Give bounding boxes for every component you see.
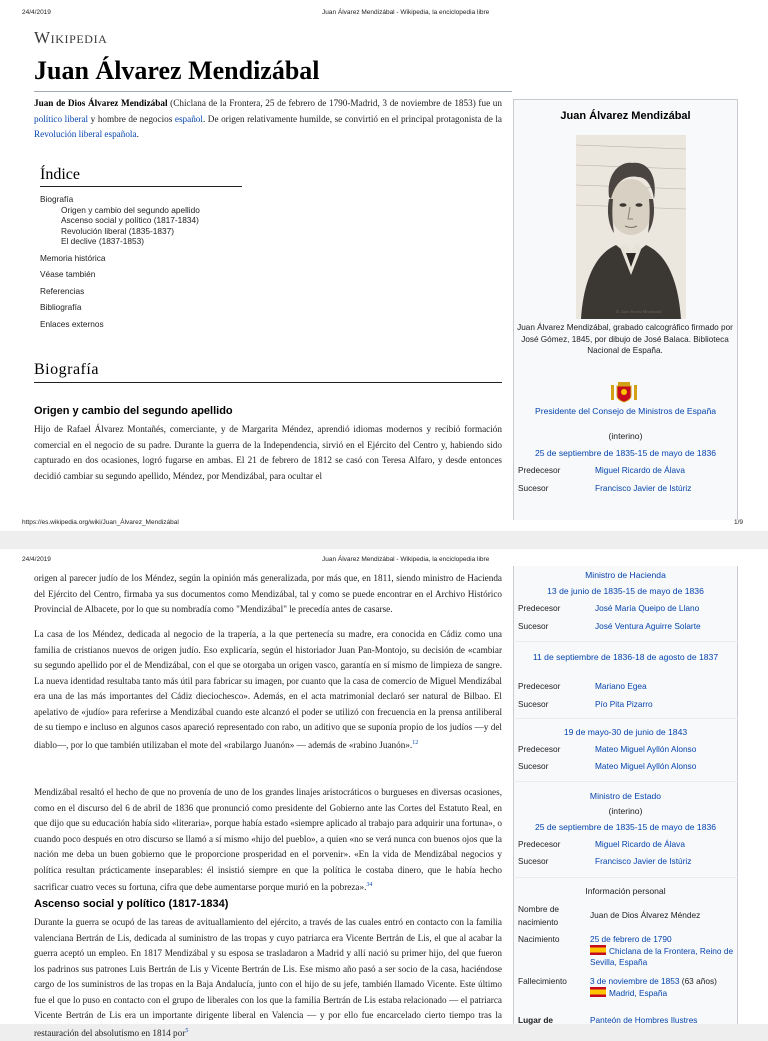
header-date: 24/4/2019 [22,556,51,563]
paragraph-origen-humilde: Mendizábal resaltó el hecho de que no provenía de uno de los grandes linajes aristocráticos o burgueses en diversas ocasiones, como en el discurso del 6 de abril de 1836 que pronunció como presidente del Gobierno ante las Cortes del Estatuto Real, en que dijo que su educación había sido «literaria», porque había estado «siempre aplicado al trabajo para adquirir una fortuna», o cuando poco después en otro discurso se llamó a sí mismo «hijo del pueblo», a quien «no se verá nunca con buenos ojos que la nación me deba un buen gobierno que le proporcione prosperidad en el porvenir». «En la vida de Mendizábal negocios y política resultan prácticamente inseparables: él insistió siempre en que la política le costaba dinero, que le había hecho sacrificar cuatro veces su fortuna, cifra que debe aumentarse porque murió en la pobreza».$^{34}$ [34,787,502,893]
toc-item[interactable]: Véase también [40,269,96,279]
toc-item[interactable]: Biografía [40,194,74,204]
office5-note: (interino) [608,806,643,816]
toc-item[interactable]: El declive (1837-1853) [61,236,145,246]
row-label: Predecesor [518,681,561,691]
death-date-link[interactable]: 3 de noviembre de 1853 [590,976,680,986]
toc-item[interactable]: Referencias [40,285,85,296]
infobox-separator [513,877,738,878]
footer-page-number: 1/9 [734,519,744,526]
portrait-signature: D. Juan Alvarez Mendizabal [616,309,662,314]
birthname-value: Juan de Dios Álvarez Méndez [590,910,701,920]
toc-title: Índice [40,166,80,183]
row-label: Predecesor [518,839,561,849]
death-value: 3 de noviembre de 1853 (63 años) Madrid, España [590,976,717,998]
link-liberal[interactable]: liberal [64,113,89,124]
predecessor-link[interactable]: Mariano Egea [595,681,647,691]
office2-term[interactable]: 13 de junio de 1835-15 de mayo de 1836 [547,586,704,596]
header-title: Juan Álvarez Mendizábal - Wikipedia, la enciclopedia libre [322,9,490,16]
row-label: Sucesor [518,761,549,771]
coat-of-arms-icon[interactable] [608,378,640,404]
paragraph-origen: Hijo de Rafael Álvarez Montañés, comerciante, y de Margarita Méndez, aprendió idiomas modernos y recibió formación comercial en el negocio de su padre. Durante la guerra de la Independencia, sirvió en el Ejército del Centro y, habiendo sido capturado en dos ocasiones, logró fugarse en ambas. El 21 de febrero de 1812 se casó con Teresa Alfaro, y desde entonces decidió cambiar su segundo apellido, Méndez, por Mendizábal, para ocultar el [34,424,502,481]
toc-divider [40,186,242,187]
paragraph-ascenso: Durante la guerra se ocupó de las tareas de avituallamiento del ejército, a través de las cuales entró en contacto con la familia valenciana Bertrán de Lis, dedicada al suministro de las tropas y cuyo patriarca era Vicente Bertrán de Lis, el que al acabar la guerra aceptó un empleo. En 1817 Mendizábal y su esposa se trasladaron a Madrid y allí nació su primer hijo, del que fueron los padrinos sus patrones Luis Bertrán de Lis y Vicente Bertrán de Lis. Ese mismo año pasó a ser socio de la casa, haciéndose cargo de los suministros de las tropas en la Baja Andalucía, junto con el hijo de su jefe, también llamado Vicente. Este último fue el que lo puso en contacto con el grupo de liberales con los que la familia Bertrán de Lis estaba relacionado — el patriarca Vicente Bertrán de Lis era un importante dirigente liberal en Valencia — y por ello fue encarcelado cierto tiempo tras la restauración del absolutismo en 1814 por$^5$ [34,917,502,1038]
office1-title[interactable]: Presidente del Consejo de Ministros de España [534,406,717,416]
section-divider [34,382,502,383]
link-revolucion-liberal[interactable]: Revolución liberal española [34,129,137,139]
portrait-engraving [576,135,686,319]
burial-link[interactable]: Panteón de Hombres Ilustres [590,1015,698,1025]
toc-item[interactable]: Revolución liberal (1835-1837) [61,225,174,236]
subsection-title-ascenso: Ascenso social y político (1817-1834) [34,898,229,910]
toc-item[interactable]: Ascenso social y político (1817-1834) [61,215,199,225]
birth-value [590,934,738,968]
row-label: Predecesor [518,465,561,475]
subsection-title-origen: Origen y cambio del segundo apellido [34,405,233,417]
infobox-title: Juan Álvarez Mendizábal [560,110,691,122]
successor-link[interactable]: Francisco Javier de Istúriz [595,856,692,866]
row-label: Nombre de nacimiento [518,904,560,927]
predecessor-link[interactable]: Miguel Ricardo de Álava [595,839,685,849]
paragraph-origen-cont: origen al parecer judío de los Méndez, según la opinión más generalizada, por más que, en 1811, siendo ministro de Hacienda del Ejército del Centro, firmaba ya sus documentos como Mendizábal, tal y como se puede encontrar en el Archivo Histórico Provincial de Albacete, por lo que su nombradía como "Mendizábal" le precedía antes de casarse. [34,573,502,614]
header-title: Juan Álvarez Mendizábal - Wikipedia, la enciclopedia libre [322,556,490,563]
row-label: Nacimiento [518,934,560,944]
toc-item[interactable]: Enlaces externos [40,318,104,329]
row-label: Sucesor [518,483,549,493]
office5-term[interactable]: 25 de septiembre de 1835-15 de mayo de 1836 [534,822,717,832]
successor-link[interactable]: José Ventura Aguirre Solarte [595,621,701,631]
wikipedia-logo[interactable]: Wikipedia [34,28,108,47]
toc-item[interactable]: Memoria histórica [40,252,106,263]
row-label: Predecesor [518,744,561,754]
row-label: Fallecimiento [518,976,567,986]
portrait-caption: Juan Álvarez Mendizábal, grabado calcográfico firmado por José Gómez, 1845, por dibujo de José Balaca. Biblioteca Nacional de España. [517,323,733,355]
pdf-page-2 [0,549,768,1038]
birth-place-link[interactable]: Chiclana de la Frontera, Reino de Sevilla, España [590,946,734,967]
infobox-separator [513,718,738,719]
spain-flag-icon [590,987,606,997]
section-title-biografia: Biografía [34,361,99,378]
office2-title[interactable]: Ministro de Hacienda [585,570,666,580]
row-label: Predecesor [518,603,561,613]
successor-link[interactable]: Pío Pita Pizarro [595,699,653,709]
table-of-contents [40,194,200,329]
paragraph-casa-mendez: La casa de los Méndez, dedicada al negocio de la trapería, a la que pertenecía su madre, era conocida en Cádiz como una familia de cristianos nuevos de origen judío. Eso explicaría, según el historiador Juan Pan-Montojo, su decisión de «cambiar su segundo apellido por el de Mendizábal, con el que se otorgaba un origen vasco, garantía en sí mismo de limpieza de sangre. La nueva identidad resultaba tanto más útil para fabricar su imagen, por cuanto que la casa de comercio de Miguel Mendizábal era una de las más importantes del Cádiz dieciochesco». Además, en el acta matrimonial declaró ser natural de Bilbao. El apelativo de «judío» para referirse a Mendizábal cuando este alcanzó el poder se utilizó con frecuencia en la prensa antiliberal de su tiempo e incluso en algunos casos apareció representado con rabo, un aditivo que se suponía propio de los judíos —y del diablo—, por lo que también utilizaban el mote del «rabilargo Juanón» — además de «rabino Juanón».$^{12}$ [34,629,502,750]
link-espanol[interactable]: español [174,113,203,124]
page-title: Juan Álvarez Mendizábal [34,56,320,85]
office1-note: (interino) [608,431,643,441]
office5-title[interactable]: Ministro de Estado [589,791,662,801]
header-date: 24/4/2019 [22,9,51,16]
successor-link[interactable]: Mateo Miguel Ayllón Alonso [595,761,697,771]
predecessor-link[interactable]: Mateo Miguel Ayllón Alonso [595,744,697,754]
footer-url: https://es.wikipedia.org/wiki/Juan_Álvarez_Mendizábal [22,519,179,526]
death-place-link[interactable]: Madrid, España [609,988,668,998]
office1-term[interactable]: 25 de septiembre de 1835-15 de mayo de 1836 [534,448,717,458]
portrait-image[interactable] [576,135,686,319]
office4-term[interactable]: 19 de mayo-30 de junio de 1843 [563,727,688,737]
office3-term[interactable]: 11 de septiembre de 1836-18 de agosto de 1837 [532,652,719,662]
title-divider [34,91,512,92]
row-label: Sucesor [518,856,549,866]
intro-paragraph: Juan de Dios Álvarez Mendizábal (Chiclana de la Frontera, 25 de febrero de 1790-Madrid, 3 de noviembre de 1853) fue un político liberal y hombre de negocios español. De origen relativamente humilde, se convirtió en el principal protagonista de la Revolución liberal española. [34,98,502,139]
personal-info-title: Información personal [585,886,666,896]
birth-date-link[interactable]: 25 de febrero de 1790 [590,934,672,944]
toc-item[interactable]: Bibliografía [40,302,82,312]
link-politico[interactable]: político [34,113,63,124]
successor-link[interactable]: Francisco Javier de Istúriz [595,483,692,493]
toc-item[interactable]: Origen y cambio del segundo apellido [61,204,200,215]
row-label: Lugar de [518,1015,554,1025]
row-label: Sucesor [518,699,549,709]
spain-flag-icon [590,945,606,955]
infobox-separator [513,781,738,782]
predecessor-link[interactable]: Miguel Ricardo de Álava [595,465,685,475]
infobox-separator [513,641,738,642]
predecessor-link[interactable]: José María Queipo de Llano [595,603,700,613]
row-label: Sucesor [518,621,549,631]
